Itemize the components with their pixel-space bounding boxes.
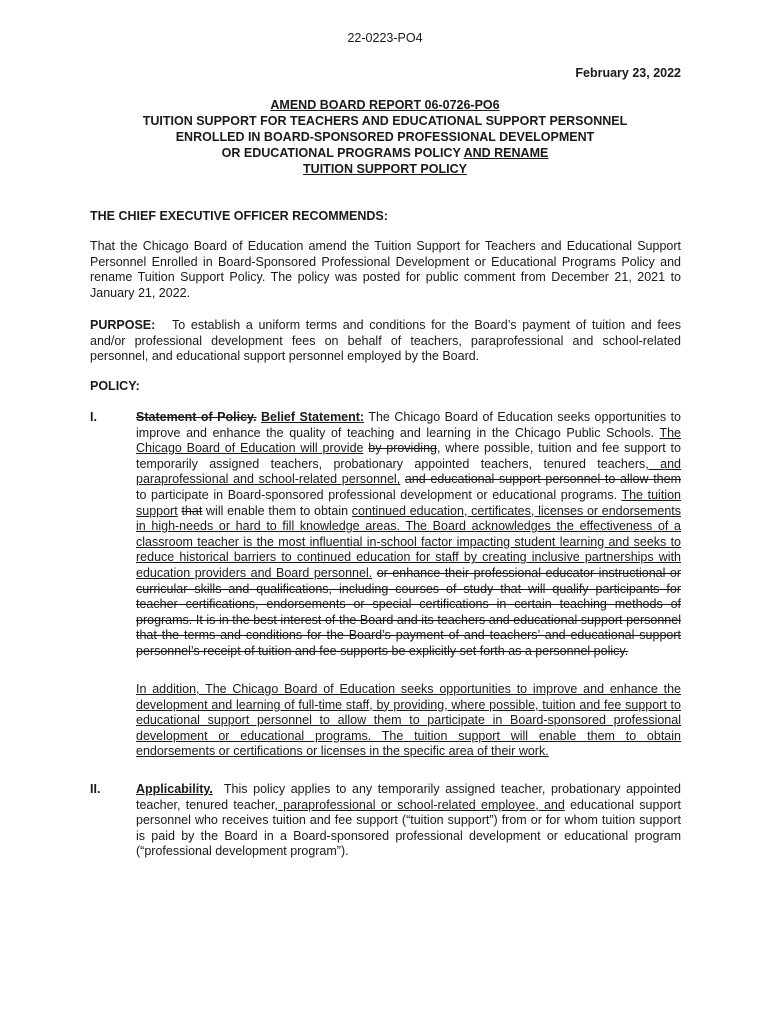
deleted-text: by providing xyxy=(368,441,437,456)
inserted-text: continued education, certificates, licenses or endorsements in high-needs or hard to fill knowledge areas. The Board acknowledges the effectiveness of a classroom teacher is the most influential in-school factor impacting student learning and seeks to reduce historical barriers to continued education for staff by creating inclusive partnerships with education providers and Board personnel. xyxy=(136,503,681,580)
inserted-text: , paraprofessional or school-related employee, and xyxy=(274,797,565,812)
report-title xyxy=(0,97,770,177)
title-line-3: ENROLLED IN BOARD-SPONSORED PROFESSIONAL DEVELOPMENT xyxy=(175,130,595,144)
section-1-text: , where possible, tuition and fee support to temporarily assigned teachers, probationary appointed teachers, tenured teachers xyxy=(136,441,681,471)
section-1-text: to participate in Board-sponsored professional development or educational programs. xyxy=(136,487,622,502)
section-2-number: II. xyxy=(90,782,101,796)
inserted-text: , and paraprofessional and school-related personnel, xyxy=(136,456,681,487)
title-line-4: OR EDUCATIONAL PROGRAMS POLICY xyxy=(221,146,461,160)
purpose-paragraph xyxy=(90,318,681,365)
inserted-text: The tuition support xyxy=(136,487,681,518)
applicability-label: Applicability. xyxy=(136,782,213,796)
section-1-paragraph xyxy=(136,410,681,660)
intro-paragraph: That the Chicago Board of Education amend the Tuition Support for Teachers and Educational Support Personnel Enrolled in Board-Sponsored Professional Development or Educational Programs Policy and rename Tuition Support Policy. The policy was posted for public comment from December 21, 2021 to January 21, 2022. xyxy=(90,239,681,300)
recommends-heading: THE CHIEF EXECUTIVE OFFICER RECOMMENDS: xyxy=(90,209,388,223)
deleted-text: that xyxy=(181,503,203,518)
purpose-text: To establish a uniform terms and conditions for the Board’s payment of tuition and fees and/or professional development fees on behalf of teachers, paraprofessional and school-related personnel, and educational support personnel employed by the Board. xyxy=(90,318,681,364)
title-line-1: AMEND BOARD REPORT 06-0726-PO6 xyxy=(270,98,500,112)
document-date: February 23, 2022 xyxy=(575,66,681,80)
deleted-text: or enhance their professional educator instructional or curricular skills and qualifications, including courses of study that will qualify participants for teacher certifications, endorsements or special certifications in certain teaching methods of programs. It is in the best interest of the Board and its teachers and educational support personnel that the terms and conditions for the Board’s payment of and teachers’ and educational support personnel’s receipt of tuition and fee supports be explicitly set forth as a personnel policy. xyxy=(136,565,681,658)
section-1-text: will enable them to obtain xyxy=(202,503,352,518)
section-2-paragraph xyxy=(136,782,685,860)
inserted-heading: Belief Statement: xyxy=(261,410,365,424)
purpose-label: PURPOSE: xyxy=(90,318,156,332)
deleted-text: and educational support personnel to allow them xyxy=(404,472,681,487)
section-1-text: The Chicago Board of Education seeks opportunities to improve and enhance the quality of teaching and learning in the Chicago Public Schools. xyxy=(136,410,682,440)
inserted-text: The Chicago Board of Education will provide xyxy=(136,425,681,456)
title-line-5: TUITION SUPPORT POLICY xyxy=(303,162,467,176)
section-1-number: I. xyxy=(90,410,97,424)
deleted-heading: Statement of Policy. xyxy=(136,410,257,424)
policy-heading: POLICY: xyxy=(90,379,140,393)
title-rename-insert: AND RENAME xyxy=(463,146,549,160)
section-1-addition-paragraph: In addition, The Chicago Board of Education seeks opportunities to improve and enhance the development and learning of full-time staff, by providing, where possible, tuition and fee support to educational support personnel to allow them to participate in Board-sponsored professional development or educational programs. The tuition support will enable them to obtain endorsements or certifications or licenses in the specific area of their work. xyxy=(136,682,681,759)
document-id: 22-0223-PO4 xyxy=(347,31,423,45)
section-2-text: This policy applies to any temporarily assigned teacher, probationary appointed teacher, tenured teacher xyxy=(136,782,685,812)
title-line-2: TUITION SUPPORT FOR TEACHERS AND EDUCATIONAL SUPPORT PERSONNEL xyxy=(142,114,628,128)
section-2-text: educational support personnel who receives tuition and fee support (“tuition support”) from or for whom tuition support is paid by the Board in a Board-sponsored professional development or educational program (“professional development program”). xyxy=(136,797,681,859)
